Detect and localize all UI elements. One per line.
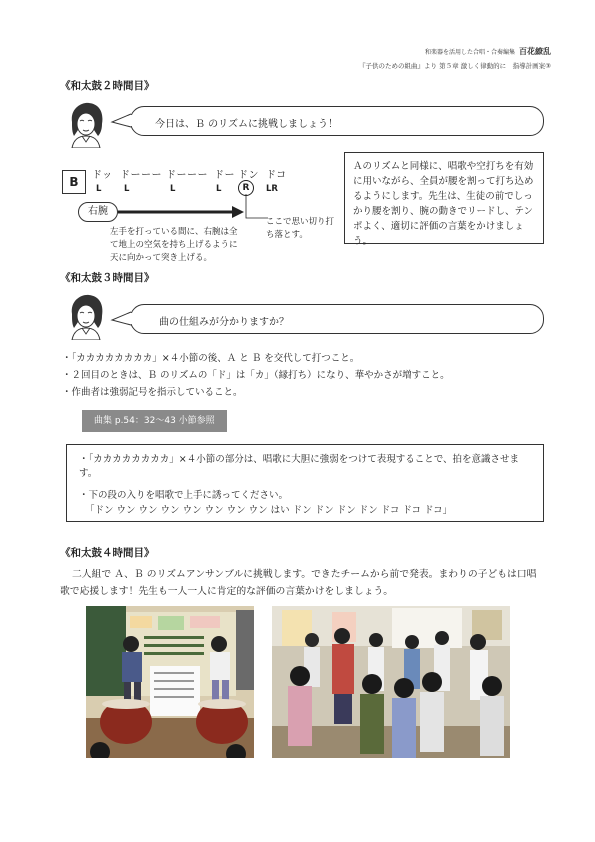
teacher-note-text: Ａのリズムと同様に、唱歌や空打ちを有効に用いながら、全員が腰を割って打ち込めるようにします。先生は、生徒の前でしっかり腰を割り、腕の動きでリードし、テンポよく、適切に評価の言葉をかけましょう。: [353, 161, 534, 247]
speech-bubble-3: [130, 304, 544, 334]
hand-mark: L: [216, 184, 222, 194]
arm-note: 左手を打っている間に、右腕は全て地上の空気を持ち上げるように天に向かって突き上げる。: [110, 227, 238, 263]
teacher-note-box: [344, 152, 544, 247]
section-2-title: 《和太鼓２時間目》: [60, 80, 155, 92]
speech-text-2: 今日は、Ｂ のリズムに挑戦しましょう！: [155, 119, 338, 130]
speech-bubble-2: [130, 106, 544, 136]
header-line-1: [425, 46, 551, 57]
rhythm-syllable: ドン: [238, 170, 259, 181]
speech-bubble-tail-3: [110, 310, 134, 330]
circled-r-icon: R: [238, 180, 254, 196]
bullet-item: ・「カカカカカカカカ」×４小節の後、Ａ と Ｂ を交代して打つこと。: [62, 353, 360, 364]
hand-mark: L: [96, 184, 102, 194]
rhythm-syllable: ドーーー: [166, 170, 208, 181]
bullet-item: ・２回目のときは、Ｂ のリズムの「ド」は「カ」（縁打ち）になり、華やかさが増すこと。: [62, 370, 450, 381]
guidance-line: ・「カカカカカカカカ」×４小節の部分は、唱歌に大胆に強弱をつけて表現することで、拍を意識させます。: [79, 454, 520, 479]
hand-mark: L: [170, 184, 176, 194]
hand-mark: L: [124, 184, 130, 194]
bullet-item: ・作曲者は強弱記号を指示していること。: [62, 387, 243, 398]
header-series: 和楽器を活用した合唱・合奏編集: [424, 49, 515, 56]
photo-taiko-performance: [86, 606, 254, 758]
rhythm-syllable: ドー: [214, 170, 235, 181]
right-arrow-icon: [118, 204, 248, 220]
guidance-line: 「ドン ウン ウン ウン ウン ウン ウン ウン はい ドン ドン ドン ドン ドコ ドコ ドコ」: [85, 505, 453, 516]
section-3-title: 《和太鼓３時間目》: [60, 272, 155, 284]
strike-note: ここで思い切り打ち落とす。: [266, 217, 335, 240]
rhythm-b-label: B: [62, 170, 86, 194]
reference-badge: 曲集 p.54：32〜43 小節参照: [82, 410, 227, 432]
section-4-title: 《和太鼓４時間目》: [60, 547, 155, 559]
guidance-line: ・下の段の入りを唱歌で上手に誘ってください。: [79, 490, 289, 501]
hand-mark: LR: [266, 184, 278, 194]
guidance-box: [66, 444, 544, 522]
rhythm-syllable: ドーーー: [120, 170, 162, 181]
speech-bubble-tail-2: [110, 112, 134, 132]
rhythm-syllable: ドコ: [266, 170, 287, 181]
rhythm-syllable: ドッ: [92, 170, 113, 181]
speech-text-3: 曲の仕組みが分かりますか？: [159, 317, 289, 328]
arm-label: 右腕: [78, 202, 118, 222]
header-line-2: 『子供のための組曲』より 第５章 激しく律動的に 指導計画案③: [359, 62, 551, 70]
section-4-paragraph: 二人組で Ａ、Ｂ のリズムアンサンブルに挑戦します。できたチームから前で発表。まわりの子どもは口唱歌で応援します！先生も一人一人に肯定的な評価の言葉かけをしましょう。: [60, 569, 537, 597]
teacher-face-icon: [64, 292, 108, 340]
photo-class-watching: [272, 606, 510, 758]
header-author: 百花繚乱: [519, 47, 551, 56]
teacher-face-icon: [64, 100, 108, 148]
